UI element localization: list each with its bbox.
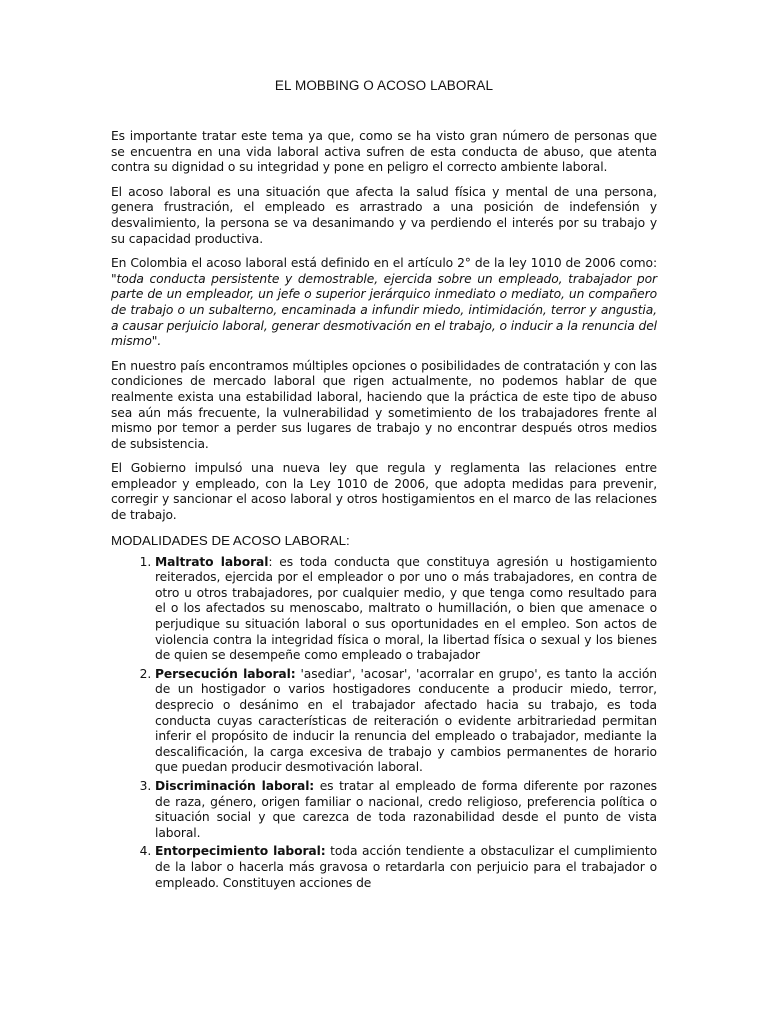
modality-term: Entorpecimiento laboral:	[155, 844, 326, 859]
list-item-maltrato	[155, 555, 657, 664]
modality-description: 'asediar', 'acosar', 'acorralar en grupo', es tanto la acción de un hostigador o varios hostigadores conducente a producir miedo, terror, desprecio o desánimo en el trabajador afectado hacia su trabajo, es toda conducta cuyas características de reiteración o evidente arbitrariedad permitan inferir el propósito de inducir la renuncia del empleado o trabajador, mediante la descalificación, la carga excesiva de trabajo y cambios permanentes de horario que puedan producir desmotivación laboral.	[155, 666, 657, 775]
paragraph-country-context: En nuestro país encontramos múltiples opciones o posibilidades de contratación y con las condiciones de mercado laboral que rigen actualmente, no podemos hablar de que realmente exista una estabilidad laboral, haciendo que la práctica de este tipo de abuso sea aún más frecuente, la vulnerabilidad y sometimiento de los trabajadores frente al mismo por temor a perder sus lugares de trabajo y no encontrar después otros medios de subsistencia.	[111, 358, 657, 451]
modality-term: Discriminación laboral:	[155, 778, 315, 793]
paragraph-colombia-intro: En Colombia el acoso laboral está definido en el artículo 2° de la ley 1010 de 2006 como:	[111, 256, 657, 271]
section-heading-modalities: MODALIDADES DE ACOSO LABORAL:	[111, 532, 350, 548]
list-item-entorpecimiento	[155, 844, 657, 891]
modality-term: Maltrato laboral	[155, 554, 269, 569]
list-item-discriminacion	[155, 779, 657, 841]
document-title: EL MOBBING O ACOSO LABORAL	[274, 78, 494, 93]
modality-description: es tratar al empleado de forma diferente por razones de raza, género, origen familiar o nacional, credo religioso, preferencia política o situación social y que carezca de toda razonabilidad desde el punto de vista laboral.	[155, 778, 657, 840]
modality-term: Persecución laboral:	[155, 666, 296, 681]
list-item-persecucion	[155, 667, 657, 776]
paragraph-government-law: El Gobierno impulsó una nueva ley que regula y reglamenta las relaciones entre empleador y empleado, con la Ley 1010 de 2006, que adopta medidas para prevenir, corregir y sancionar el acoso laboral y otros hostigamientos en el marco de las relaciones de trabajo.	[111, 461, 657, 523]
modalities-list	[111, 555, 657, 891]
modality-description: toda acción tendiente a obstaculizar el cumplimiento de la labor o hacerla más gravosa o retardarla con perjuicio para el trabajador o empleado. Constituyen acciones de	[155, 844, 657, 890]
paragraph-definition: El acoso laboral es una situación que afecta la salud física y mental de una persona, genera frustración, el empleado es arrastrado a una posición de indefensión y desvalimiento, la persona se va desanimando y va perdiendo el interés por su trabajo y su capacidad productiva.	[111, 184, 657, 246]
modality-description: : es toda conducta que constituya agresión u hostigamiento reiterados, ejercida por el empleador o por uno o más trabajadores, en contra de otro u otros trabajadores, por cualquier medio, y que tenga como resultado para el o los afectados su menoscabo, maltrato o humillación, o bien que amenace o perjudique su situación laboral o sus oportunidades en el empleo. Son actos de violencia contra la integridad física o moral, la libertad física o sexual y los bienes de quien se desempeñe como empleado o trabajador	[155, 554, 657, 663]
law-quote: "toda conducta persistente y demostrable, ejercida sobre un empleado, trabajador por parte de un empleador, un jefe o superior jerárquico inmediato o mediato, un compañero de trabajo o un subalterno, encaminada a infundir miedo, intimidación, terror y angustia, a causar perjuicio laboral, generar desmotivación en el trabajo, o inducir a la renuncia del mismo".	[111, 271, 657, 349]
paragraph-importance: Es importante tratar este tema ya que, como se ha visto gran número de personas que se encuentra en una vida laboral activa sufren de esta conducta de abuso, que atenta contra su dignidad o su integridad y pone en peligro el correcto ambiente laboral.	[111, 129, 657, 175]
paragraph-colombia-law	[111, 256, 657, 350]
